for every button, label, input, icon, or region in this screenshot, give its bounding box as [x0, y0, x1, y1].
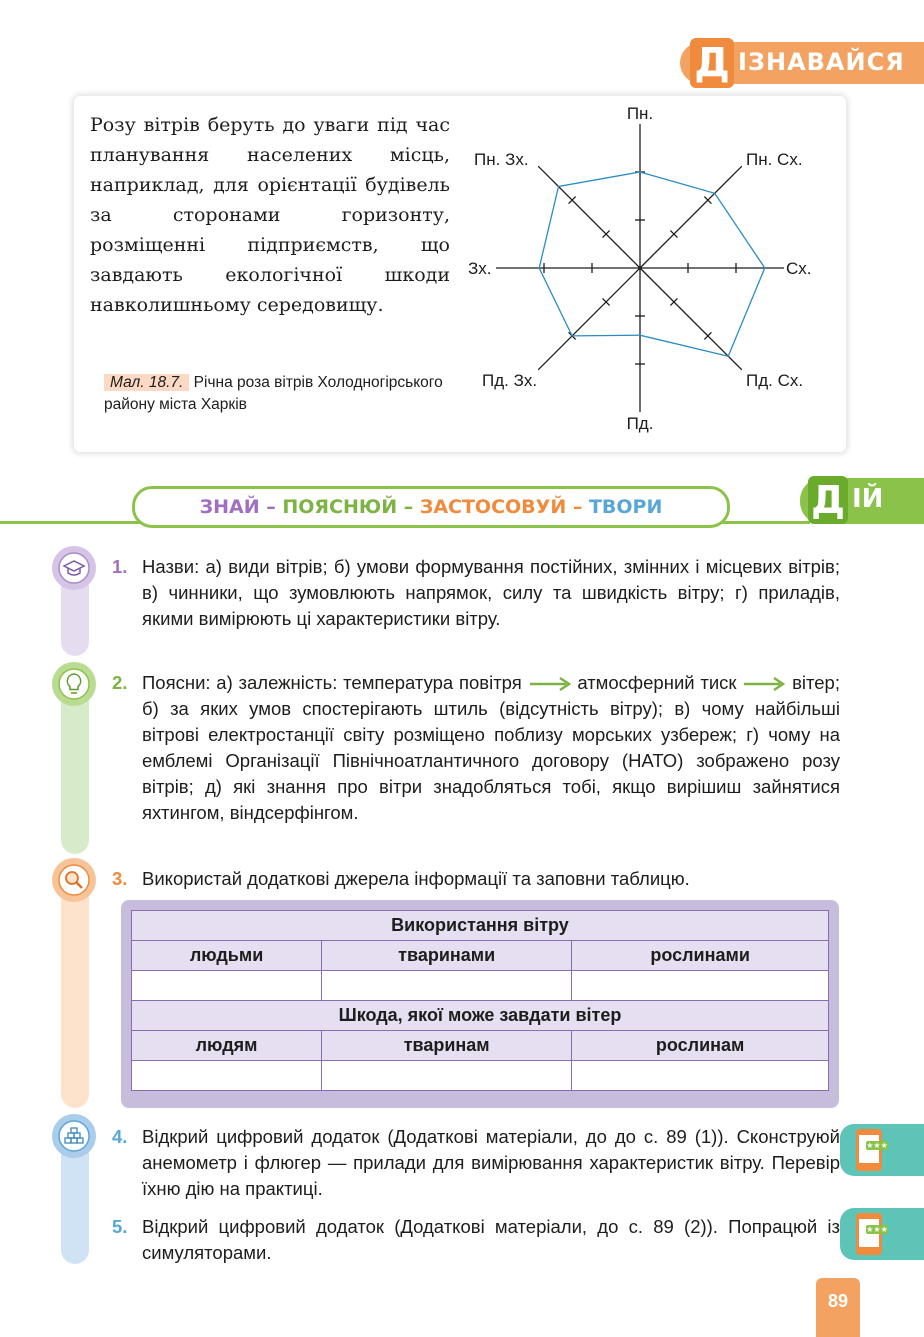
act-section-tab	[800, 478, 924, 524]
column-header: рослинам	[572, 1031, 829, 1061]
banner-sep: –	[566, 496, 589, 518]
learn-tab-initial: Д	[690, 38, 734, 88]
axis-1	[640, 166, 742, 268]
figure-caption	[104, 372, 464, 416]
axis-3	[640, 268, 742, 370]
banner-znai: ЗНАЙ	[199, 496, 260, 518]
empty-cell[interactable]	[572, 1061, 829, 1091]
task-3	[112, 866, 840, 892]
table-title: Використання вітру	[132, 911, 829, 941]
blocks-icon	[52, 1114, 96, 1158]
digital-app-badge[interactable]	[840, 1208, 924, 1260]
banner-sep: –	[259, 496, 283, 518]
banner-sep: –	[397, 496, 420, 518]
task-number: 3.	[112, 868, 128, 889]
label-s: Пд.	[626, 414, 654, 433]
task-2	[112, 670, 840, 826]
task-1	[112, 554, 840, 632]
arrow-right-icon	[742, 676, 786, 692]
column-header: тваринам	[322, 1031, 572, 1061]
table-title: Шкода, якої може завдати вітер	[132, 1001, 829, 1031]
learn-tab-label: ІЗНАВАЙСЯ	[738, 48, 905, 76]
task-4	[112, 1124, 840, 1202]
label-sw: Пд. Зх.	[482, 371, 538, 390]
arrow-right-icon	[528, 676, 572, 692]
wind-usage-table	[121, 900, 839, 1108]
label-ne: Пн. Сх.	[746, 150, 803, 169]
column-header: тваринами	[322, 941, 572, 971]
task-text: Поясни: а) залежність: температура повітря	[142, 672, 528, 693]
svg-text:★★★: ★★★	[866, 1225, 888, 1234]
empty-cell[interactable]	[572, 971, 829, 1001]
task-number: 1.	[112, 556, 128, 577]
label-se: Пд. Сх.	[746, 371, 804, 390]
empty-cell[interactable]	[322, 971, 572, 1001]
task-text: атмосферний тиск	[571, 672, 743, 693]
empty-cell[interactable]	[132, 971, 322, 1001]
task-number: 2.	[112, 672, 128, 693]
task-text: Відкрий цифровий додаток (Додаткові матеріали, до до с. 89 (1)). Сконструюй анемометр і флюгер — прилади для вимірювання характеристик вітру. Перевір їхню дію на практиці.	[142, 1126, 840, 1199]
graduation-cap-icon	[52, 546, 96, 590]
learn-section-tab	[680, 42, 924, 84]
act-tab-label: ІЙ	[852, 484, 884, 514]
column-header: рослинами	[572, 941, 829, 971]
task-text: вітер; б) за яких умов спостерігають штиль (відсутність вітру); в) чому найбільші вітрові електростанції світу розміщено поблизу морських узбереж; г) чому на емблемі Організації Північноатлантичного договору (НАТО) зображено розу вітрів; д) які знання про вітри знадобляться тобі, якщо вирішиш зайнятися яхтингом, віндсерфінгом.	[142, 672, 840, 823]
digital-app-badge[interactable]	[840, 1124, 924, 1176]
smartphone-icon	[852, 1127, 892, 1173]
label-w: Зх.	[468, 259, 492, 278]
wind-rose-chart	[466, 100, 836, 440]
task-number: 5.	[112, 1216, 128, 1237]
axis-5	[538, 268, 640, 370]
task-text: Відкрий цифровий додаток (Додаткові матеріали, до с. 89 (2)). Попрацюй із симуляторами.	[142, 1216, 840, 1263]
task-text: Використай додаткові джерела інформації та заповни таблицю.	[142, 868, 690, 889]
smartphone-icon	[852, 1211, 892, 1257]
banner-tvory: ТВОРИ	[588, 496, 663, 518]
empty-cell[interactable]	[322, 1061, 572, 1091]
column-header: людям	[132, 1031, 322, 1061]
apply-pill	[61, 872, 89, 1108]
act-tab-initial: Д	[808, 476, 848, 524]
label-n: Пн.	[626, 104, 654, 123]
page-number: 89	[816, 1278, 860, 1337]
magnifier-icon	[52, 858, 96, 902]
label-e: Сх.	[786, 259, 812, 278]
svg-text:★★★: ★★★	[866, 1141, 888, 1150]
task-text: Назви: а) види вітрів; б) умови формування постійних, змінних і місцевих вітрів; в) чинники, що зумовлюють напрямок, силу та швидкість вітру; г) приладів, якими вимірюють ці характеристики вітру.	[142, 556, 840, 629]
task-number: 4.	[112, 1126, 128, 1147]
banner-poiasniui: ПОЯСНЮЙ	[282, 496, 398, 518]
banner-zastosovui: ЗАСТОСОВУЙ	[419, 496, 567, 518]
section-banner	[132, 486, 730, 528]
empty-cell[interactable]	[132, 1061, 322, 1091]
caption-text: Річна роза вітрів Холодногірського району міста Харків	[104, 374, 443, 413]
card-text: Розу вітрів беруть до уваги під час планування населених місць, наприклад, для орієнтації будівель за сторонами горизонту, розміщенні підприємств, що завдають екологічної шкоди навколишньому середовищу.	[90, 114, 450, 316]
caption-label: Мал. 18.7.	[104, 374, 189, 391]
label-nw: Пн. Зх.	[474, 150, 529, 169]
lightbulb-icon	[52, 662, 96, 706]
task-5	[112, 1214, 840, 1266]
column-header: людьми	[132, 941, 322, 971]
